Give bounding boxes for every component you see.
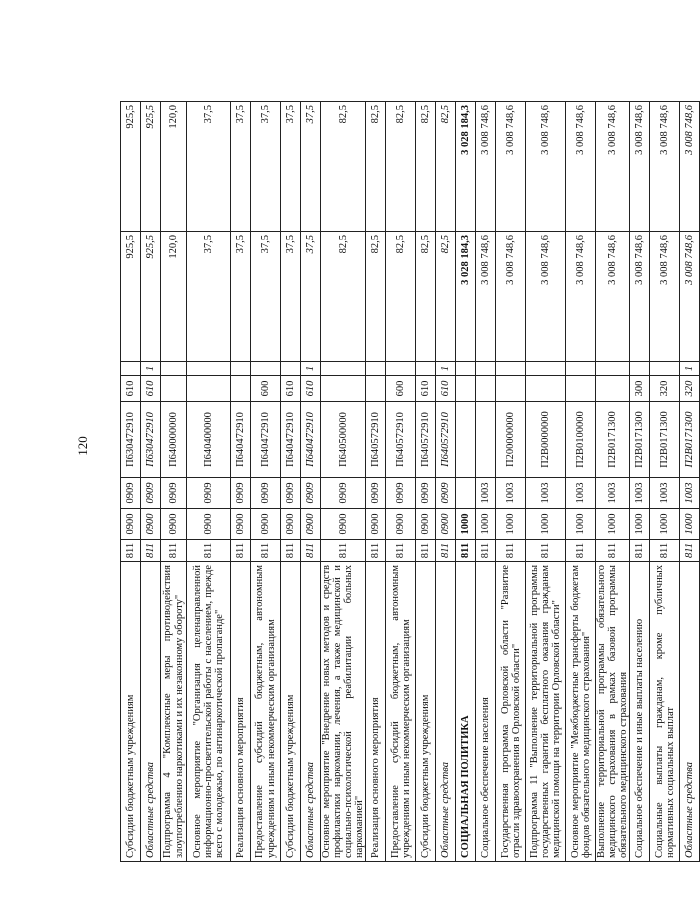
section-code: 0900 — [436, 509, 456, 540]
target-article-code: П2В0171300 — [596, 402, 630, 478]
amount-year-2: 3 008 748,6 — [630, 102, 650, 232]
subsection-code: 0909 — [251, 478, 281, 509]
section-code: 0900 — [386, 509, 416, 540]
table-row — [650, 102, 680, 862]
grbs-code: 811 — [526, 540, 566, 562]
table-row — [416, 102, 436, 862]
row-name: Предоставление субсидий бюджетным, автономным учреждениям и иным некоммерческим организациям — [386, 562, 416, 862]
expense-type-code: 610 — [416, 376, 436, 402]
funding-mark — [251, 362, 281, 376]
expense-type-code: 610 — [281, 376, 301, 402]
section-code: 0900 — [121, 509, 141, 540]
funding-mark — [630, 362, 650, 376]
section-code: 1000 — [596, 509, 630, 540]
grbs-code: 811 — [630, 540, 650, 562]
section-code: 0900 — [141, 509, 161, 540]
section-code: 0900 — [321, 509, 366, 540]
amount-year-2: 37,5 — [281, 102, 301, 232]
subsection-code: 1003 — [496, 478, 526, 509]
row-name: Субсидии бюджетным учреждениям — [416, 562, 436, 862]
amount-year-2: 37,5 — [301, 102, 321, 232]
section-code: 1000 — [566, 509, 596, 540]
target-article-code: П640472910 — [281, 402, 301, 478]
row-name: Социальное обеспечение населения — [476, 562, 496, 862]
expense-type-code — [161, 376, 187, 402]
funding-mark — [496, 362, 526, 376]
funding-mark — [566, 362, 596, 376]
expense-type-code — [187, 376, 231, 402]
table-row — [386, 102, 416, 862]
grbs-code: 811 — [596, 540, 630, 562]
expense-type-code — [526, 376, 566, 402]
subsection-code: 0909 — [231, 478, 251, 509]
grbs-code: 811 — [161, 540, 187, 562]
expense-type-code: 600 — [386, 376, 416, 402]
grbs-code: 811 — [456, 540, 476, 562]
row-name: Государственная программа Орловской области "Развитие отрасли здравоохранения в Орловской области" — [496, 562, 526, 862]
expense-type-code — [321, 376, 366, 402]
amount-year-1: 120,0 — [161, 232, 187, 362]
subsection-code: 1003 — [566, 478, 596, 509]
funding-mark — [456, 362, 476, 376]
amount-year-2: 37,5 — [187, 102, 231, 232]
table-row — [321, 102, 366, 862]
amount-year-2: 3 008 748,6 — [496, 102, 526, 232]
grbs-code: 811 — [386, 540, 416, 562]
expense-type-code — [596, 376, 630, 402]
section-code: 1000 — [630, 509, 650, 540]
row-name: Основное мероприятие "Организация целенаправленной информационно-просветительской работы с населением, прежде всего с молодежью, по антинаркотической пропаганде" — [187, 562, 231, 862]
target-article-code — [476, 402, 496, 478]
subsection-code: 0909 — [161, 478, 187, 509]
subsection-code: 0909 — [187, 478, 231, 509]
amount-year-1: 925,5 — [141, 232, 161, 362]
expense-type-code — [231, 376, 251, 402]
grbs-code: 811 — [141, 540, 161, 562]
row-name: Подпрограмма 11 "Выполнение территориальной программы государственных гарантий бесплатного оказания гражданам медицинской помощи на территории Орловской области" — [526, 562, 566, 862]
table-row — [680, 102, 700, 862]
subsection-code: 1003 — [476, 478, 496, 509]
funding-mark — [596, 362, 630, 376]
grbs-code: 811 — [436, 540, 456, 562]
funding-mark — [650, 362, 680, 376]
target-article-code: П2В0000000 — [526, 402, 566, 478]
amount-year-1: 37,5 — [301, 232, 321, 362]
grbs-code: 811 — [476, 540, 496, 562]
row-name: Областные средства — [301, 562, 321, 862]
row-name: Предоставление субсидий бюджетным, автономным учреждениям и иным некоммерческим организациям — [251, 562, 281, 862]
grbs-code: 811 — [251, 540, 281, 562]
table-row — [566, 102, 596, 862]
row-name: Основное мероприятие "Межбюджетные трансферты бюджетам фондов обязательного медицинского страхования" — [566, 562, 596, 862]
row-name: Реализация основного мероприятия — [231, 562, 251, 862]
row-name: Областные средства — [680, 562, 700, 862]
expense-type-code — [366, 376, 386, 402]
grbs-code: 811 — [680, 540, 700, 562]
section-code: 0900 — [281, 509, 301, 540]
expense-type-code: 610 — [121, 376, 141, 402]
amount-year-2: 82,5 — [321, 102, 366, 232]
subsection-code: 0909 — [141, 478, 161, 509]
row-name: Социальные выплаты гражданам, кроме публичных нормативных социальных выплат — [650, 562, 680, 862]
target-article-code: П2В0171300 — [680, 402, 700, 478]
table-row — [456, 102, 476, 862]
table-row — [161, 102, 187, 862]
target-article-code: П200000000 — [496, 402, 526, 478]
table-row — [436, 102, 456, 862]
amount-year-2: 82,5 — [416, 102, 436, 232]
table-row — [301, 102, 321, 862]
amount-year-1: 82,5 — [436, 232, 456, 362]
table-row — [187, 102, 231, 862]
amount-year-2: 120,0 — [161, 102, 187, 232]
funding-mark: 1 — [301, 362, 321, 376]
amount-year-2: 3 008 748,6 — [680, 102, 700, 232]
subsection-code: 0909 — [281, 478, 301, 509]
amount-year-1: 3 008 748,6 — [476, 232, 496, 362]
table-row — [496, 102, 526, 862]
section-code: 1000 — [476, 509, 496, 540]
section-code: 1000 — [680, 509, 700, 540]
grbs-code: 811 — [566, 540, 596, 562]
table-row — [141, 102, 161, 862]
grbs-code: 811 — [121, 540, 141, 562]
amount-year-1: 82,5 — [386, 232, 416, 362]
row-name: Реализация основного мероприятия — [366, 562, 386, 862]
expense-type-code — [476, 376, 496, 402]
target-article-code — [456, 402, 476, 478]
row-name: Субсидии бюджетным учреждениям — [281, 562, 301, 862]
amount-year-2: 82,5 — [366, 102, 386, 232]
section-code: 1000 — [496, 509, 526, 540]
amount-year-2: 37,5 — [231, 102, 251, 232]
grbs-code: 811 — [416, 540, 436, 562]
amount-year-2: 3 008 748,6 — [526, 102, 566, 232]
section-code: 0900 — [161, 509, 187, 540]
target-article-code: П640572910 — [366, 402, 386, 478]
amount-year-1: 82,5 — [366, 232, 386, 362]
table-row — [630, 102, 650, 862]
grbs-code: 811 — [187, 540, 231, 562]
amount-year-1: 37,5 — [231, 232, 251, 362]
grbs-code: 811 — [650, 540, 680, 562]
amount-year-2: 925,5 — [141, 102, 161, 232]
section-code: 0900 — [301, 509, 321, 540]
table-row — [121, 102, 141, 862]
amount-year-1: 3 008 748,6 — [650, 232, 680, 362]
target-article-code: П640500000 — [321, 402, 366, 478]
expense-type-code — [566, 376, 596, 402]
target-article-code: П640000000 — [161, 402, 187, 478]
section-code: 0900 — [366, 509, 386, 540]
amount-year-1: 925,5 — [121, 232, 141, 362]
funding-mark — [281, 362, 301, 376]
row-name: Субсидии бюджетным учреждениям — [121, 562, 141, 862]
funding-mark — [231, 362, 251, 376]
table-row — [596, 102, 630, 862]
amount-year-2: 925,5 — [121, 102, 141, 232]
subsection-code: 0909 — [386, 478, 416, 509]
grbs-code: 811 — [321, 540, 366, 562]
amount-year-1: 37,5 — [251, 232, 281, 362]
amount-year-1: 82,5 — [321, 232, 366, 362]
table-row — [281, 102, 301, 862]
expense-type-code: 610 — [436, 376, 456, 402]
table-row — [476, 102, 496, 862]
grbs-code: 811 — [281, 540, 301, 562]
target-article-code: П640572910 — [416, 402, 436, 478]
amount-year-1: 3 008 748,6 — [526, 232, 566, 362]
amount-year-1: 3 008 748,6 — [566, 232, 596, 362]
amount-year-1: 82,5 — [416, 232, 436, 362]
funding-mark: 1 — [436, 362, 456, 376]
row-name: Областные средства — [141, 562, 161, 862]
subsection-code: 0909 — [321, 478, 366, 509]
funding-mark — [161, 362, 187, 376]
section-code: 0900 — [187, 509, 231, 540]
subsection-code: 1003 — [526, 478, 566, 509]
target-article-code: П640472910 — [301, 402, 321, 478]
expense-type-code: 600 — [251, 376, 281, 402]
table-body — [121, 102, 700, 862]
row-name: Подпрограмма 4 "Комплексные меры противодействия злоупотреблению наркотиками и их незаконному обороту" — [161, 562, 187, 862]
subsection-code: 0909 — [301, 478, 321, 509]
section-code: 1000 — [526, 509, 566, 540]
funding-mark — [416, 362, 436, 376]
section-code: 1000 — [650, 509, 680, 540]
target-article-code: П2В0100000 — [566, 402, 596, 478]
grbs-code: 811 — [231, 540, 251, 562]
subsection-code: 0909 — [121, 478, 141, 509]
funding-mark: 1 — [680, 362, 700, 376]
amount-year-1: 37,5 — [281, 232, 301, 362]
grbs-code: 811 — [366, 540, 386, 562]
target-article-code: П640572910 — [436, 402, 456, 478]
table-row — [366, 102, 386, 862]
amount-year-2: 3 008 748,6 — [476, 102, 496, 232]
amount-year-2: 82,5 — [436, 102, 456, 232]
section-code: 0900 — [251, 509, 281, 540]
target-article-code: П2В0171300 — [650, 402, 680, 478]
row-name: СОЦИАЛЬНАЯ ПОЛИТИКА — [456, 562, 476, 862]
amount-year-2: 82,5 — [386, 102, 416, 232]
subsection-code: 0909 — [416, 478, 436, 509]
section-code: 0900 — [416, 509, 436, 540]
funding-mark — [366, 362, 386, 376]
grbs-code: 811 — [301, 540, 321, 562]
grbs-code: 811 — [496, 540, 526, 562]
funding-mark — [321, 362, 366, 376]
subsection-code: 1003 — [680, 478, 700, 509]
row-name: Социальное обеспечение и иные выплаты населению — [630, 562, 650, 862]
amount-year-1: 3 008 748,6 — [630, 232, 650, 362]
funding-mark: 1 — [141, 362, 161, 376]
funding-mark — [187, 362, 231, 376]
expense-type-code: 610 — [301, 376, 321, 402]
subsection-code: 1003 — [650, 478, 680, 509]
subsection-code: 1003 — [596, 478, 630, 509]
funding-mark — [476, 362, 496, 376]
subsection-code: 0909 — [366, 478, 386, 509]
amount-year-1: 3 008 748,6 — [496, 232, 526, 362]
funding-mark — [526, 362, 566, 376]
target-article-code: П630472910 — [121, 402, 141, 478]
target-article-code: П2В0171300 — [630, 402, 650, 478]
amount-year-1: 37,5 — [187, 232, 231, 362]
expense-type-code — [496, 376, 526, 402]
subsection-code — [456, 478, 476, 509]
amount-year-2: 3 008 748,6 — [566, 102, 596, 232]
funding-mark — [386, 362, 416, 376]
target-article-code: П630472910 — [141, 402, 161, 478]
table-row — [251, 102, 281, 862]
section-code: 1000 — [456, 509, 476, 540]
page-number: 120 — [75, 436, 90, 456]
amount-year-2: 37,5 — [251, 102, 281, 232]
row-name: Областные средства — [436, 562, 456, 862]
amount-year-1: 3 008 748,6 — [680, 232, 700, 362]
target-article-code: П640400000 — [187, 402, 231, 478]
expense-type-code: 320 — [650, 376, 680, 402]
expense-type-code: 300 — [630, 376, 650, 402]
target-article-code: П640472910 — [251, 402, 281, 478]
expense-type-code — [456, 376, 476, 402]
row-name: Выполнение территориальной программы обязательного медицинского страхования в рамках базовой программы обязательного медицинского страхования — [596, 562, 630, 862]
expense-type-code: 610 — [141, 376, 161, 402]
target-article-code: П640472910 — [231, 402, 251, 478]
budget-table-wrapper — [120, 102, 696, 862]
target-article-code: П640572910 — [386, 402, 416, 478]
amount-year-2: 3 028 184,3 — [456, 102, 476, 232]
subsection-code: 1003 — [630, 478, 650, 509]
amount-year-1: 3 008 748,6 — [596, 232, 630, 362]
table-row — [231, 102, 251, 862]
amount-year-2: 3 008 748,6 — [650, 102, 680, 232]
section-code: 0900 — [231, 509, 251, 540]
amount-year-2: 3 008 748,6 — [596, 102, 630, 232]
subsection-code: 0909 — [436, 478, 456, 509]
expense-type-code: 320 — [680, 376, 700, 402]
table-row — [526, 102, 566, 862]
funding-mark — [121, 362, 141, 376]
amount-year-1: 3 028 184,3 — [456, 232, 476, 362]
row-name: Основное мероприятие "Внедрение новых методов и средств профилактики наркомании, лечения, а также медицинской и социально-психологической реабилитации больных наркоманией" — [321, 562, 366, 862]
budget-table — [120, 101, 700, 862]
